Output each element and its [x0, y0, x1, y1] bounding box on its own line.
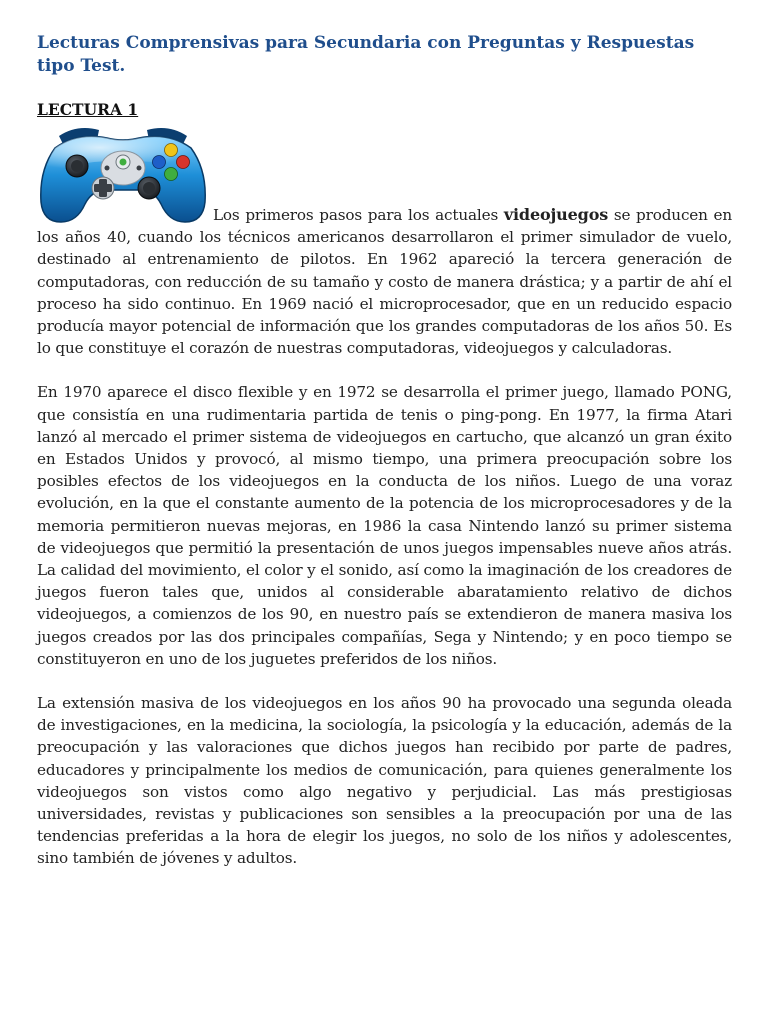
paragraph-3: La extensión masiva de los videojuegos en los años 90 ha provocado una segunda oleada de investigaciones, en la medicina, la sociología, la psicología y la educación, además de la preocupación y las valoraciones que dichos juegos han recibido por parte de padres, educadores y principalmente los medios de comunicación, para quienes generalmente los videojuegos son vistos como algo negativo y perjudicial. Las más prestigiosas universidades, revistas y publicaciones son sensibles a la preocupación por una de las tendencias preferidas a la hora de elegir los juegos, no solo de los niños y adolescentes, sino también de jóvenes y adultos. — [37, 694, 732, 868]
document-page — [37, 32, 732, 870]
paragraph-2: En 1970 aparece el disco flexible y en 1972 se desarrolla el primer juego, llamado PONG, que consistía en una rudimentaria partida de tenis o ping-pong. En 1977, la firma Atari lanzó al mercado el primer sistema de videojuegos en cartucho, que alcanzó un gran éxito en Estados Unidos y provocó, al mismo tiempo, una primera preocupación sobre los posibles efectos de los videojuegos en la conducta de los niños. Luego de una voraz evolución, en la que el constante aumento de la potencia de los microprocesadores y de la memoria permitieron nuevas mejoras, en 1986 la casa Nintendo lanzó su primer sistema de videojuegos que permitió la presentación de unos juegos impensables nueve años atrás. La calidad del movimiento, el color y el sonido, así como la imaginación de los creadores de juegos fueron tales que, unidos al considerable abaratamiento relativo de dichos videojuegos, a comienzos de los 90, en nuestro país se extendieron de manera masiva los juegos creados por las dos principales compañías, Sega y Nintendo; y en poco tiempo se constituyeron en uno de los juguetes preferidos de los niños. — [37, 383, 732, 668]
game-controller-icon — [37, 118, 209, 224]
keyword-videojuegos: videojuegos — [503, 205, 609, 224]
paragraph-1-rest: se producen en los años 40, cuando los técnicos americanos desarrollaron el primer simulador de vuelo, destinado al entrenamiento de pilotos. En 1962 apareció la tercera generación de computadoras, con reducción de su tamaño y costo de manera drástica; y a partir de ahí el proceso ha sido continuo. En 1969 nació el microprocesador, que en un reducido espacio producía mayor potencial de información que los grandes computadoras de los años 50. Es lo que constituye el corazón de nuestras computadoras, videojuegos y calculadoras. — [37, 206, 732, 358]
paragraph-1-start: Los primeros pasos para los actuales — [213, 206, 504, 224]
paragraph-1-block — [37, 120, 732, 359]
document-title: Lecturas Comprensivas para Secundaria con Preguntas y Respuestas tipo Test. — [37, 33, 695, 76]
section-heading: LECTURA 1 — [37, 100, 139, 119]
paragraph-1 — [37, 204, 732, 359]
